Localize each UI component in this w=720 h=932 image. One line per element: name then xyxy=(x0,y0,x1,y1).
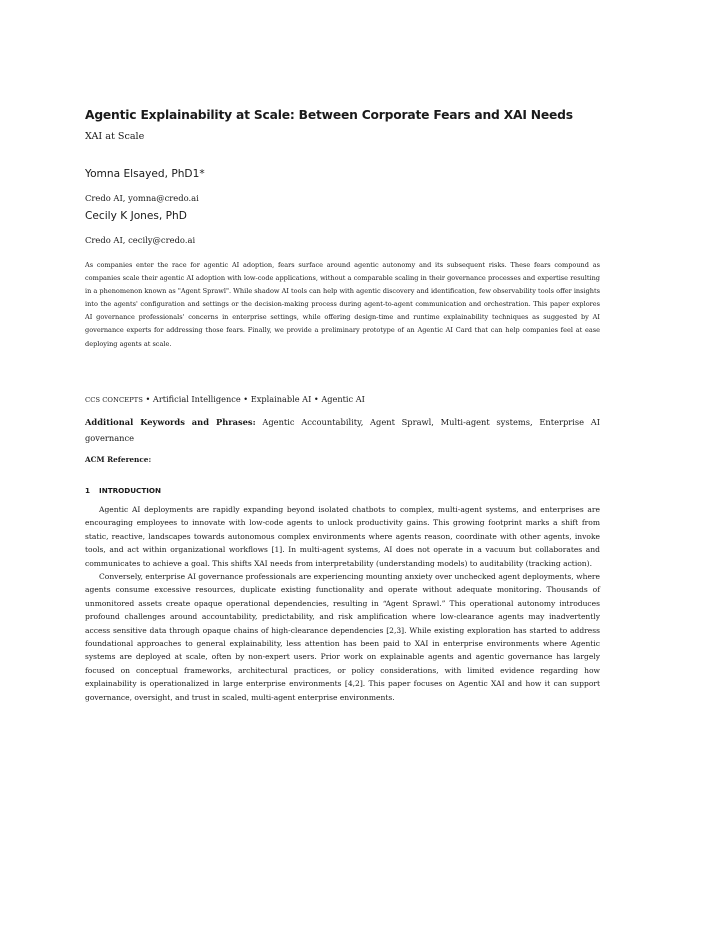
ccs-terms: • Artificial Intelligence • Explainable AI • Agentic AI xyxy=(145,394,365,404)
ccs-label: CCS CONCEPTS xyxy=(85,396,143,404)
paper-subtitle: XAI at Scale xyxy=(85,131,145,142)
author-name-1: Yomna Elsayed, PhD1* xyxy=(85,168,205,180)
abstract: As companies enter the race for agentic AI adoption, fears surface around agentic autonomy and its subsequent risks. These fears compound as companies scale their agentic AI adoption with low-code applications, without a comparable scaling in their governance processes and expertise resulting in a phenomenon known as "Agent Sprawl". While shadow AI tools can help with agentic discovery and identification, few observability tools offer insights into the agents' configuration and settings or the decision-making process during agent-to-agent communication and orchestration. This paper explores AI governance professionals' concerns in enterprise settings, while offering design-time and runtime explainability techniques as suggested by AI governance experts for addressing those fears. Finally, we provide a preliminary prototype of an Agentic AI Card that can help companies feel at ease deploying agents at scale. xyxy=(85,261,600,348)
keywords-label: Additional Keywords and Phrases: xyxy=(85,417,256,427)
paragraph: Conversely, enterprise AI governance professionals are experiencing mounting anxiety over unchecked agent deployments, where agents consume excessive resources, duplicate existing functionality and operate without adequate monitoring. Thousands of unmonitored assets create opaque operational dependencies, resulting in “Agent Sprawl.” This operational autonomy introduces profound challenges around accountability, predictability, and risk amplification where low-clearance agents may inadvertently access sensitive data through opaque chains of high-clearance dependencies [2,3]. While existing exploration has started to address foundational approaches to general explainability, less attention has been paid to XAI in enterprise environments where Agentic systems are deployed at scale, often by non-expert users. Prior work on explainable agents and agentic governance has largely focused on conceptual frameworks, architectural practices, or policy considerations, with limited evidence regarding how explainability is operationalized in large enterprise environments [4,2]. This paper focuses on Agentic XAI and how it can support governance, oversight, and trust in scaled, multi-agent enterprise environments. xyxy=(85,572,600,702)
acm-reference-label: ACM Reference: xyxy=(85,455,152,464)
section-heading xyxy=(85,486,161,495)
introduction-body xyxy=(85,503,600,704)
author-name-2: Cecily K Jones, PhD xyxy=(85,210,187,222)
section-title: INTRODUCTION xyxy=(99,486,162,495)
section-number: 1 xyxy=(85,486,91,495)
keywords-text: Agentic Accountability, Agent Sprawl, Multi-agent systems, Enterprise AI governance xyxy=(85,417,600,443)
paper-title: Agentic Explainability at Scale: Between Corporate Fears and XAI Needs xyxy=(85,108,573,122)
author-affiliation-1: Credo AI, yomna@credo.ai xyxy=(85,193,199,203)
keywords-block xyxy=(85,415,600,446)
ccs-concepts xyxy=(85,394,365,404)
author-affiliation-2: Credo AI, cecily@credo.ai xyxy=(85,235,196,245)
paragraph: Agentic AI deployments are rapidly expanding beyond isolated chatbots to complex, multi-agent systems, and enterprises are encouraging employees to innovate with low-code agents to unlock productivity gains. This growing footprint marks a shift from static, reactive, landscapes towards autonomous complex environments where agents reason, coordinate with other agents, invoke tools, and act within organizational workflows [1]. In multi-agent systems, AI does not operate in a vacuum but collaborates and communicates to achieve a goal. This shifts XAI needs from interpretability (understanding models) to auditability (tracking action). xyxy=(85,505,600,568)
